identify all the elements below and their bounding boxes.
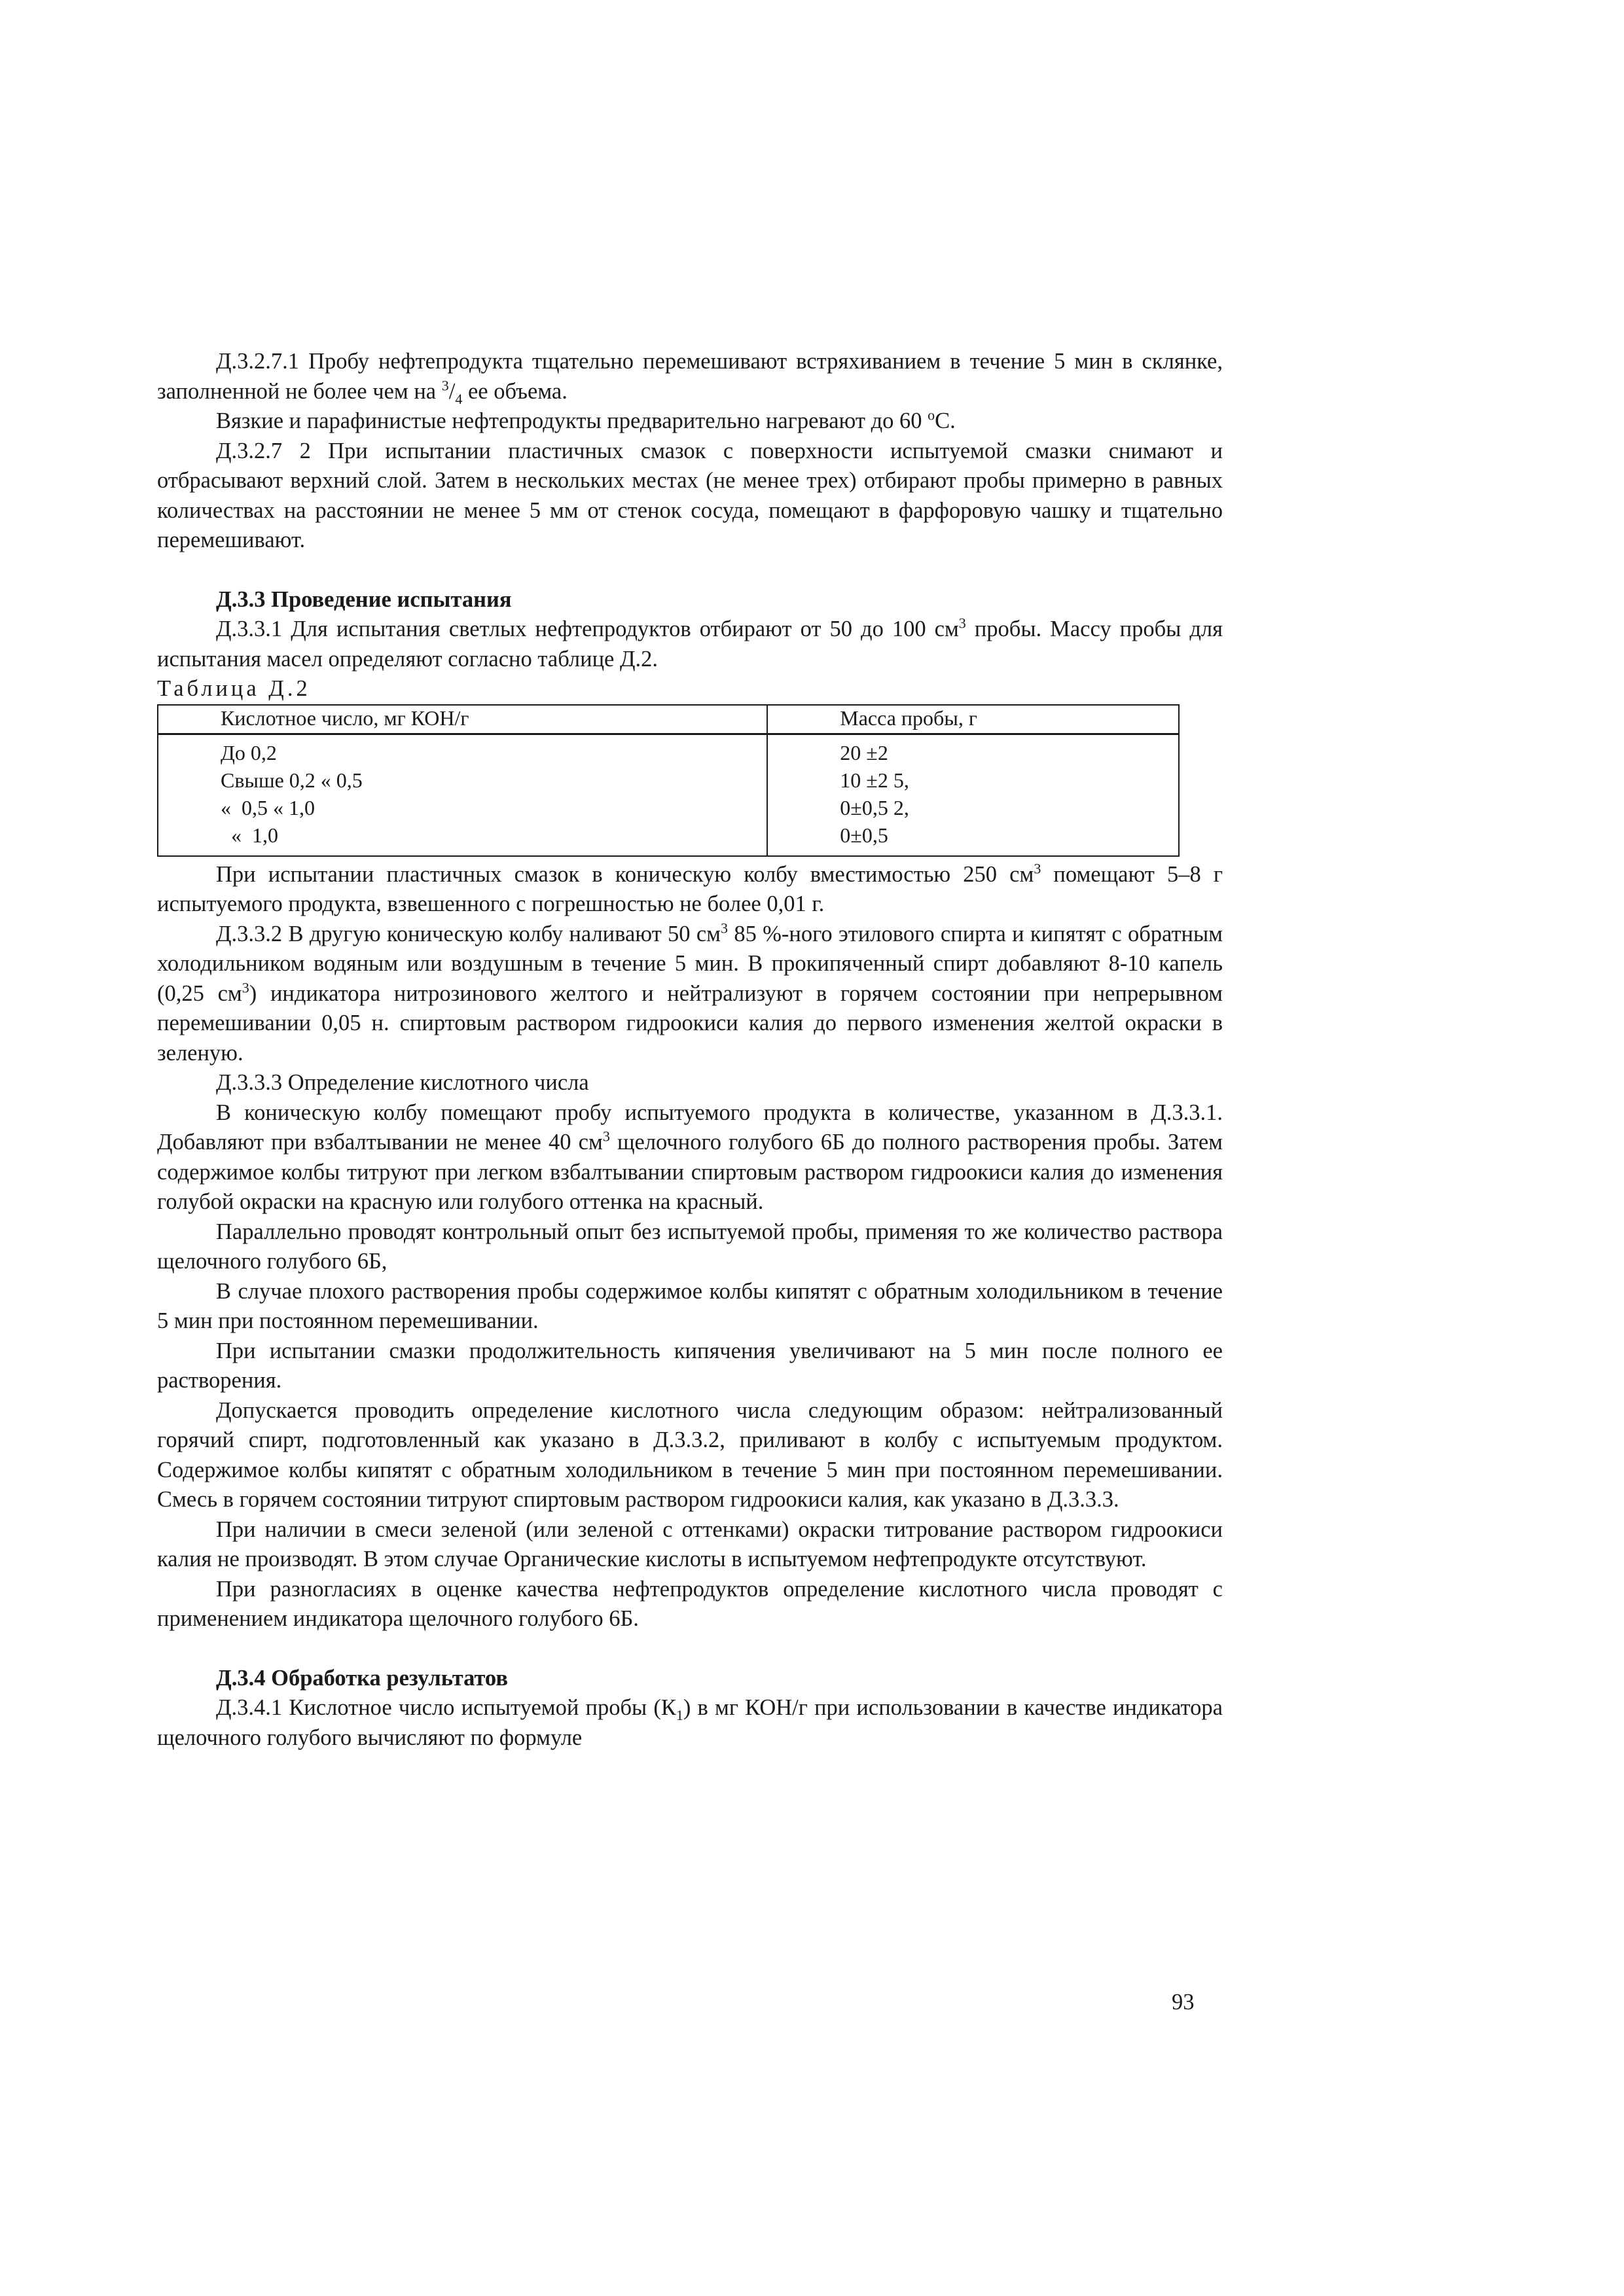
table-value: 0±0,5 bbox=[840, 823, 888, 847]
table-cell-acid-number-values bbox=[158, 734, 767, 856]
paragraph-boiling-time: При испытании смазки продолжительность кипячения увеличивают на 5 мин после полного ее растворения. bbox=[157, 1338, 1223, 1393]
paragraph-alternative-method: Допускается проводить определение кислотного числа следующим образом: нейтрализованный горячий спирт, подготовленный как указано в Д.3.3.2, приливают в колбу с испытуемым продуктом. Содержимое колбы кипятят с обратным холодильником в течение 5 мин при постоянном перемешивании. Смесь в горячем состоянии титруют спиртовым раствором гидроокиси калия, как указано в Д.3.3.3. bbox=[157, 1397, 1223, 1512]
document-body bbox=[157, 347, 1223, 1753]
table-value: 0±0,5 2, bbox=[840, 795, 909, 819]
table-caption: Таблица Д.2 bbox=[157, 676, 311, 701]
paragraph-disagreements: При разногласиях в оценке качества нефтепродуктов определение кислотного числа проводят с применением индикатора щелочного голубого 6Б. bbox=[157, 1576, 1223, 1631]
section-heading-d34: Д.3.4 Обработка результатов bbox=[216, 1665, 508, 1691]
page-number: 93 bbox=[1172, 1990, 1195, 2015]
table-value: « 0,5 « 1,0 bbox=[221, 795, 315, 819]
table-value: « 1,0 bbox=[221, 823, 278, 847]
paragraph-d332: Д.3.3.2 В другую коническую колбу наливают 50 $см^3$ 85 %-ного этилового спирта и кипятят с обратным холодильником водяным или воздушным в течение 5 мин. В прокипяченный спирт добавляют 8-10 капель (0,25 $см^3$) индикатора нитрозинового желтого и нейтрализуют в горячем состоянии при непрерывном перемешивании 0,05 н. спиртовым раствором гидроокиси калия до первого изменения желтой окраски в зеленую. bbox=[157, 920, 1223, 1066]
paragraph-plastic-lubricants: При испытании пластичных смазок в коническую колбу вместимостью 250 $см^3$ помещают 5–8 г испытуемого продукта, взвешенного с погрешностью не более 0,01 г. bbox=[157, 860, 1223, 916]
paragraph-viscous-products: Вязкие и парафинистые нефтепродукты предварительно нагревают до 60 $^о$С. bbox=[216, 406, 956, 433]
paragraph-d3271: Д.3.2.7.1 Пробу нефтепродукта тщательно перемешивают встряхиванием в течение 5 мин в склянке, заполненной не более чем на $^3/_4$ ее объема. bbox=[157, 349, 1223, 407]
sample-mass-table bbox=[157, 704, 1180, 857]
table-value: 20 ±2 bbox=[840, 740, 888, 764]
paragraph-d341: Д.3.4.1 Кислотное число испытуемой пробы $(К_1)$ в мг КОН/г при использовании в качестве индикатора щелочного голубого вычисляют по формуле bbox=[157, 1695, 1223, 1750]
paragraph-control-test: Параллельно проводят контрольный опыт без испытуемой пробы, применяя то же количество раствора щелочного голубого 6Б, bbox=[157, 1219, 1223, 1274]
paragraph-d333-title: Д.3.3.3 Определение кислотного числа bbox=[216, 1070, 589, 1095]
section-heading-d33: Д.3.3 Проведение испытания bbox=[216, 586, 512, 612]
table-value: Свыше 0,2 « 0,5 bbox=[221, 768, 363, 792]
paragraph-conical-flask: В коническую колбу помещают пробу испытуемого продукта в количестве, указанном в Д.3.3.1. Добавляют при взбалтывании не менее 40 $см^3$ щелочного голубого 6Б до полного растворения пробы. Затем содержимое колбы титруют при легком взбалтывании спиртовым раствором гидроокиси калия до изменения голубой окраски на красную или голубого оттенка на красный. bbox=[157, 1100, 1223, 1214]
paragraph-d3272: Д.3.2.7 2 При испытании пластичных смазок с поверхности испытуемой смазки снимают и отбрасывают верхний слой. Затем в нескольких местах (не менее трех) отбирают пробы примерно в равных количествах на расстоянии не менее 5 мм от стенок сосуда, помещают в фарфоровую чашку и тщательно перемешивают. bbox=[157, 438, 1223, 552]
paragraph-poor-dissolution: В случае плохого растворения пробы содержимое колбы кипятят с обратным холодильником в течение 5 мин при постоянном перемешивании. bbox=[157, 1278, 1223, 1333]
table-value: До 0,2 bbox=[221, 740, 277, 764]
table-row bbox=[158, 734, 1179, 856]
paragraph-d331: Д.3.3.1 Для испытания светлых нефтепродуктов отбирают от 50 до 100 $см^3$ пробы. Массу пробы для испытания масел определяют согласно таблице Д.2. bbox=[157, 615, 1223, 672]
table-header-sample-mass: Масса пробы, г bbox=[767, 705, 1179, 734]
table-header-acid-number: Кислотное число, мг КОН/г bbox=[158, 705, 767, 734]
table-cell-sample-mass-values bbox=[767, 734, 1179, 856]
paragraph-green-color: При наличии в смеси зеленой (или зеленой с оттенками) окраски титрование раствором гидроокиси калия не производят. В этом случае Органические кислоты в испытуемом нефтепродукте отсутствуют. bbox=[157, 1516, 1223, 1571]
table-value: 10 ±2 5, bbox=[840, 768, 909, 792]
